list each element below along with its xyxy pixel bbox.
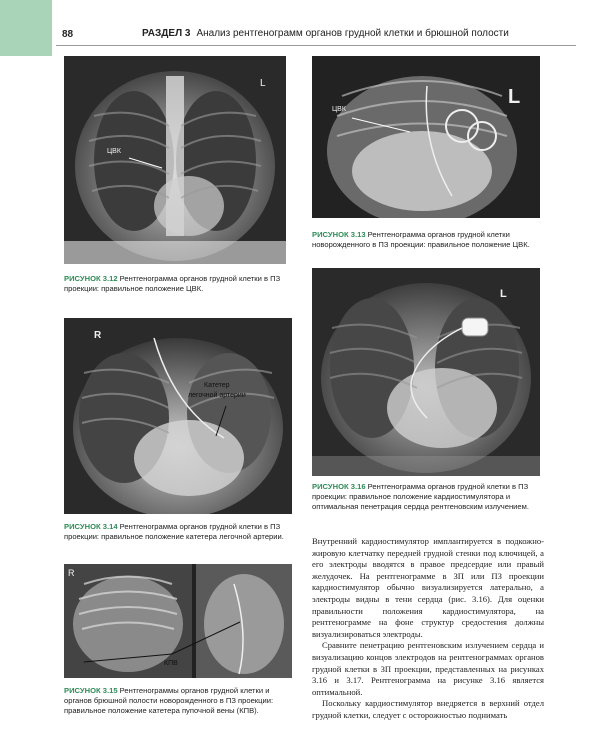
caption-text: Рентгенограммы органов грудной клетки и органов брюшной полости новорожденного в ПЗ проекции: правильное положение катетера пупочной вены (КПВ). xyxy=(64,686,274,715)
figure-3-14-caption xyxy=(64,522,296,542)
caption-text: Рентгенограмма органов грудной клетки в ПЗ проекции: правильное положение ЦВК. xyxy=(64,274,281,293)
neonatal-chest-abdomen-xray-image xyxy=(64,564,292,678)
pulmonary-artery-label: легочной артерии xyxy=(188,392,246,399)
figure-label: РИСУНОК 3.15 xyxy=(64,686,118,695)
cvc-label: ЦВК xyxy=(107,148,121,155)
cvc-label: ЦВК xyxy=(332,106,346,113)
chest-xray-image xyxy=(64,56,286,264)
paragraph: Внутренний кардиостимулятор имплантируется в подкожно-жировую клетчатку передней грудной стенки под ключицей, а его электроды вводятся в правое предсердие или правый желудочек. На рентгенограмме в ЗП или ПЗ проекции кардиостимулятор обычно визуализируется латерально, а электроды видны в тени сердца (рис. 3.16). Для оценки правильности положения кардиостимулятора, на рентгенограмме на фоне структур средостения должны визуализироваться электроды. xyxy=(312,536,544,639)
figure-3-13-xray xyxy=(312,56,540,218)
figure-3-14-xray xyxy=(64,318,292,514)
figure-3-15-xray xyxy=(64,564,292,678)
uvc-label: КПВ xyxy=(164,660,178,667)
body-text-column xyxy=(312,536,544,722)
figure-label: РИСУНОК 3.13 xyxy=(312,230,366,239)
running-header xyxy=(142,28,509,39)
right-marker: R xyxy=(94,330,102,341)
chest-xray-image xyxy=(64,318,292,514)
figure-3-16-caption xyxy=(312,482,546,512)
paragraph: Поскольку кардиостимулятор внедряется в верхний отдел грудной клетки, следует с осторожностью поднимать xyxy=(312,698,544,720)
neonatal-xray-image xyxy=(312,56,540,218)
header-rule xyxy=(56,45,576,46)
catheter-label: Катетер xyxy=(204,382,230,389)
figure-3-12-caption xyxy=(64,274,292,294)
right-marker: R xyxy=(68,568,75,578)
section-title: Анализ рентгенограмм органов грудной клетки и брюшной полости xyxy=(196,28,509,39)
figure-label: РИСУНОК 3.12 xyxy=(64,274,118,283)
left-marker: L xyxy=(500,288,507,300)
section-label: РАЗДЕЛ 3 xyxy=(142,28,191,39)
caption-text: Рентгенограмма органов грудной клетки новорожденного в ПЗ проекции: правильное положение ЦВК. xyxy=(312,230,530,249)
left-marker: L xyxy=(260,78,266,89)
section-color-tab xyxy=(0,0,52,56)
caption-text: Рентгенограмма органов грудной клетки в ПЗ проекции: правильное положение катетера легочной артерии. xyxy=(64,522,284,541)
caption-text: Рентгенограмма органов грудной клетки в ПЗ проекции: правильное положение кардиостимулятора и оптимальная пенетрация сердца рентгеновским излучением. xyxy=(312,482,529,511)
figure-label: РИСУНОК 3.16 xyxy=(312,482,366,491)
figure-label: РИСУНОК 3.14 xyxy=(64,522,118,531)
figure-3-16-xray xyxy=(312,268,540,476)
figure-3-12-xray xyxy=(64,56,286,264)
figure-3-13-caption xyxy=(312,230,546,250)
paragraph: Сравните пенетрацию рентгеновским излучением сердца и визуализацию концов электродов на рентгенограммах органов грудной клетки в ЗП проекции, представленных на рисунках 3.16 и 3.17. Рентгенограмма на рисунке 3.16 является оптимальной. xyxy=(312,640,544,697)
left-marker: L xyxy=(508,86,521,108)
page-number: 88 xyxy=(62,29,74,40)
figure-3-15-caption xyxy=(64,686,292,716)
